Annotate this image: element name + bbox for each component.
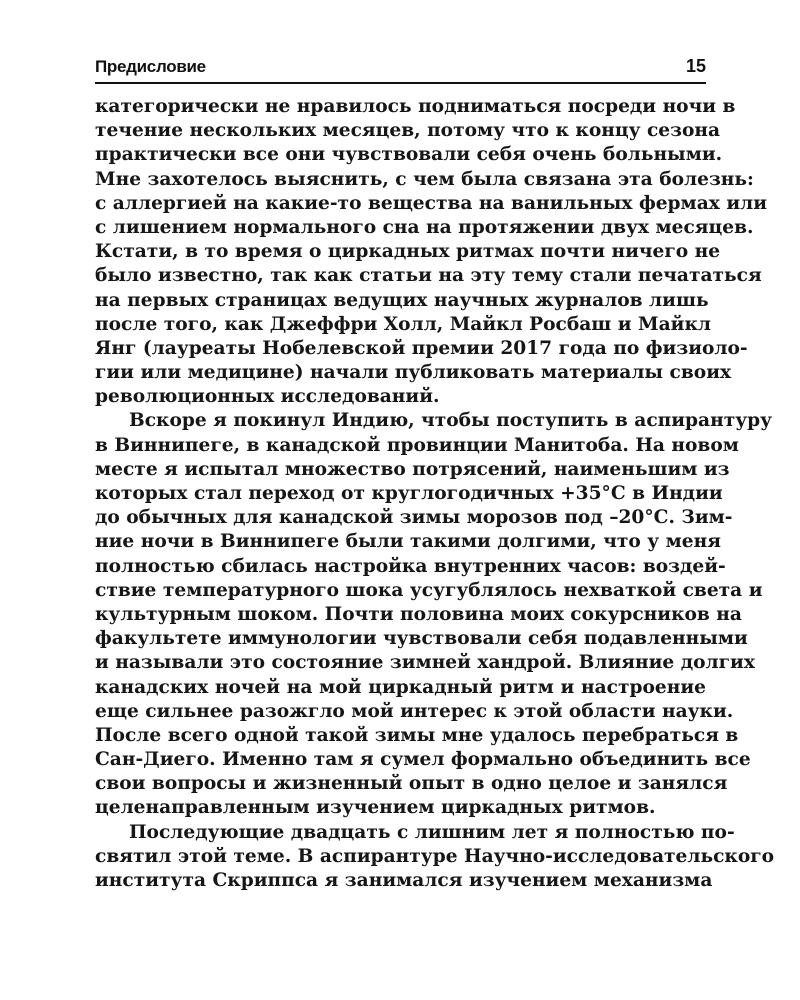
text-line: течение нескольких месяцев, потому что к концу сезона <box>95 120 721 142</box>
text-line: Мне захотелось выяснить, с чем была связана эта болезнь: <box>95 168 754 190</box>
text-line: святил этой теме. В аспирантуре Научно-исследовательского <box>95 845 775 867</box>
section-title: Предисловие <box>95 57 206 76</box>
text-line: канадских ночей на мой циркадный ритм и настроение <box>95 676 706 698</box>
text-line: после того, как Джеффри Холл, Майкл Росбаш и Майкл <box>95 313 711 335</box>
text-line: свои вопросы и жизненный опыт в одно целое и занялся <box>95 773 728 795</box>
text-line: которых стал переход от круглогодичных +35°С в Индии <box>95 483 723 504</box>
text-line: месте я испытал множество потрясений, наименьшим из <box>95 458 730 480</box>
text-line: еще сильнее разожгло мой интерес к этой области науки. <box>95 700 734 722</box>
text-line: с аллергией на какие-то вещества на ванильных фермах или <box>95 192 768 214</box>
paragraph-end-line: целенаправленным изучением циркадных ритмов. <box>95 797 656 819</box>
text-line: Сан-Диего. Именно там я сумел формально объединить все <box>95 749 751 771</box>
text-line: Кстати, в то время о циркадных ритмах почти ничего не <box>95 241 721 263</box>
text-line: до обычных для канадской зимы морозов под –20°С. Зим- <box>95 507 733 529</box>
text-line: После всего одной такой зимы мне удалось перебраться в <box>95 724 739 746</box>
text-line: полностью сбилась настройка внутренних часов: воздей- <box>95 555 726 577</box>
text-line: института Скриппса я занимался изучением механизма <box>95 870 713 891</box>
text-line: гии или медицине) начали публиковать материалы своих <box>95 362 732 384</box>
text-line: практически все они чувствовали себя очень больными. <box>95 144 723 166</box>
page-number: 15 <box>685 56 706 76</box>
text-line: ние ночи в Виннипеге были такими долгими, что у меня <box>95 531 721 553</box>
text-line: на первых страницах ведущих научных журналов лишь <box>95 289 709 311</box>
paragraph-first-line: Вскоре я покинул Индию, чтобы поступить в аспирантуру <box>129 410 773 432</box>
paragraph-first-line: Последующие двадцать с лишним лет я полностью по- <box>129 821 735 843</box>
text-line: категорически не нравилось подниматься посреди ночи в <box>95 96 736 117</box>
text-line: факультете иммунологии чувствовали себя подавленными <box>95 628 748 650</box>
text-line: ствие температурного шока усугублялось нехваткой света и <box>95 579 763 601</box>
text-line: Янг (лауреаты Нобелевской премии 2017 года по физиоло- <box>95 337 748 359</box>
paragraph-end-line: революционных исследований. <box>95 386 440 408</box>
text-line: в Виннипеге, в канадской провинции Манитоба. На новом <box>95 434 739 456</box>
text-line: и называли это состояние зимней хандрой. Влияние долгих <box>95 652 755 674</box>
text-line: культурным шоком. Почти половина моих сокурсников на <box>95 603 742 625</box>
body-text <box>95 95 775 893</box>
text-line: с лишением нормального сна на протяжении двух месяцев. <box>95 216 754 238</box>
running-header <box>95 54 706 84</box>
text-line: было известно, так как статьи на эту тему стали печататься <box>95 265 762 287</box>
